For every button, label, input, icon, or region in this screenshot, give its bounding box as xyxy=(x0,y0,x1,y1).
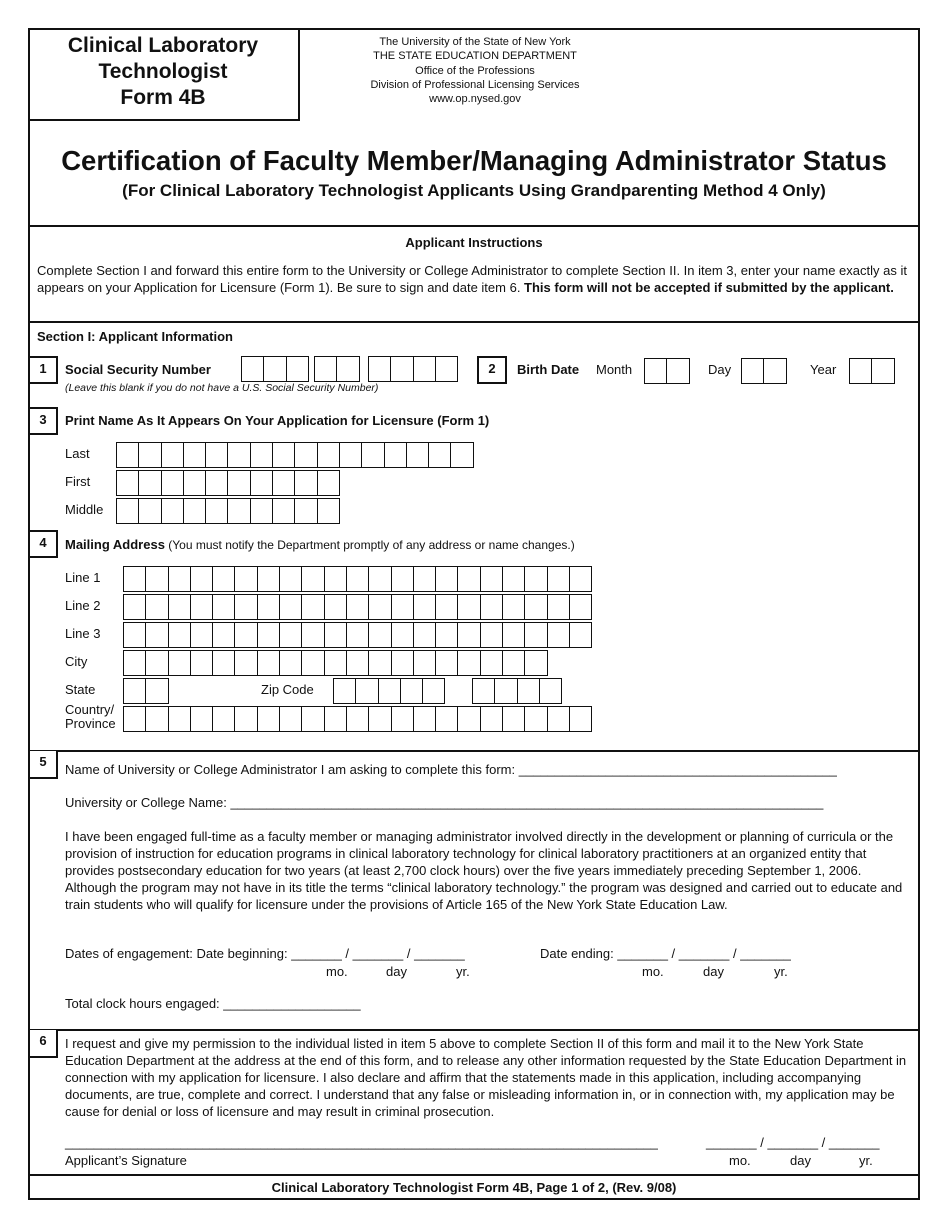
permission-statement: I request and give my permission to the individual listed in item 5 above to complete Section II of this form and mail it to the New York State Education Department at the address at the end of this form, and to release any other information requested by the State Education Department in connection with my application for licensure. I also declare and affirm that the statements made in this application, including accompanying documents, are true, complete and correct. I understand that any false or misleading information in, or in connection with, my application may be cause for denial or loss of licensure and may result in criminal prosecution. xyxy=(65,1036,907,1119)
item-number-6: 6 xyxy=(28,1030,58,1058)
date-beginning-field[interactable]: Dates of engagement: Date beginning: _______ / _______ / _______ xyxy=(65,946,465,961)
zip-label: Zip Code xyxy=(261,682,314,697)
agency-line1: The University of the State of New York xyxy=(379,36,571,48)
birth-year-label: Year xyxy=(810,362,837,377)
ssn-label: Social Security Number xyxy=(65,362,211,377)
country-label xyxy=(65,703,116,731)
instructions-body: Complete Section I and forward this entire form to the University or College Administrator to complete Section II. In item 3, enter your name exactly as it appears on your Application for Licensure (Form 1). Be sure to sign and date item 6. xyxy=(37,263,907,295)
divider-title xyxy=(28,225,920,227)
state-field[interactable] xyxy=(123,678,169,704)
page-subtitle: (For Clinical Laboratory Technologist Applicants Using Grandparenting Method 4 Only) xyxy=(122,181,826,200)
administrator-name-field[interactable]: Name of University or College Administrator I am asking to complete this form: ____________________________________________ xyxy=(65,762,837,777)
sig-yr-label: yr. xyxy=(859,1153,873,1168)
birth-day-field[interactable] xyxy=(741,358,787,384)
header-id-bottom xyxy=(28,119,300,121)
mailing-address-note: (You must notify the Department promptly of any address or name changes.) xyxy=(164,538,575,552)
birth-month-field[interactable] xyxy=(644,358,690,384)
section1-heading: Section I: Applicant Information xyxy=(37,329,233,344)
instructions-heading: Applicant Instructions xyxy=(405,235,543,250)
mailing-address-title: Mailing Address xyxy=(65,537,165,552)
end-mo-label: mo. xyxy=(642,964,664,979)
birth-month-label: Month xyxy=(596,362,633,377)
begin-yr-label: yr. xyxy=(456,964,470,979)
country-label-line2: Province xyxy=(65,716,116,731)
end-yr-label: yr. xyxy=(774,964,788,979)
form-id-line3: Form 4B xyxy=(120,86,206,109)
divider-item5 xyxy=(28,1029,920,1031)
item-number-2: 2 xyxy=(477,356,507,384)
ssn-part3[interactable] xyxy=(368,356,458,382)
first-name-field[interactable] xyxy=(116,470,340,496)
birth-date-label: Birth Date xyxy=(517,362,580,377)
last-name-label: Last xyxy=(65,446,90,461)
address-line1-field[interactable] xyxy=(123,566,592,592)
agency-url[interactable]: www.op.nysed.gov xyxy=(429,93,521,106)
address-line3-label: Line 3 xyxy=(65,626,101,641)
end-day-label: day xyxy=(703,964,724,979)
form-id-line1: Clinical Laboratory xyxy=(67,34,259,57)
clock-hours-field[interactable]: Total clock hours engaged: ___________________ xyxy=(65,996,361,1011)
birth-day-label: Day xyxy=(708,362,732,377)
item-number-3: 3 xyxy=(28,407,58,435)
address-line3-field[interactable] xyxy=(123,622,592,648)
divider-section1 xyxy=(28,750,920,752)
last-name-field[interactable] xyxy=(116,442,474,468)
page-footer: Clinical Laboratory Technologist Form 4B, Page 1 of 2, (Rev. 9/08) xyxy=(271,1180,677,1195)
address-line1-label: Line 1 xyxy=(65,570,101,585)
agency-line2: THE STATE EDUCATION DEPARTMENT xyxy=(373,50,577,63)
instructions-warning: This form will not be accepted if submitted by the applicant. xyxy=(524,280,894,295)
zip-plus4-field[interactable] xyxy=(472,678,562,704)
ssn-part2[interactable] xyxy=(314,356,360,382)
signature-line[interactable]: __________________________________________________________________________________ xyxy=(65,1135,658,1150)
attestation-statement: I have been engaged full-time as a faculty member or managing administrator involved directly in the development or planning of curricula or the provision of instruction for education programs in clinical laboratory technology for clinical laboratory practitioners at an organized entity that provides postsecondary education for two years (at least 2,700 clock hours) over the five years immediately preceding September 1, 2006. Although the program may not have in its title the terms “clinical laboratory technology.” the program was designed and carried out to educate and train students who will qualify for licensure under the provisions of Article 165 of the New York State Education Law. xyxy=(65,829,903,912)
birth-year-field[interactable] xyxy=(849,358,895,384)
signature-label: Applicant’s Signature xyxy=(65,1153,187,1168)
page-title: Certification of Faculty Member/Managing Administrator Status xyxy=(61,145,887,176)
item-number-5: 5 xyxy=(28,751,58,779)
agency-block xyxy=(300,35,650,106)
state-label: State xyxy=(65,682,96,697)
sig-day-label: day xyxy=(790,1153,811,1168)
date-ending-field[interactable]: Date ending: _______ / _______ / _______ xyxy=(540,946,791,961)
city-label: City xyxy=(65,654,88,669)
divider-instructions xyxy=(28,321,920,323)
agency-line4: Division of Professional Licensing Services xyxy=(370,78,580,91)
ssn-note: (Leave this blank if you do not have a U.S. Social Security Number) xyxy=(65,382,379,394)
middle-name-field[interactable] xyxy=(116,498,340,524)
agency-line3: Office of the Professions xyxy=(415,64,535,77)
signature-date-field[interactable]: _______ / _______ / _______ xyxy=(706,1135,880,1150)
item-number-4: 4 xyxy=(28,530,58,558)
country-label-line1: Country/ xyxy=(65,702,115,717)
middle-name-label: Middle xyxy=(65,502,104,517)
ssn-part1[interactable] xyxy=(241,356,309,382)
item-number-1: 1 xyxy=(28,356,58,384)
country-field[interactable] xyxy=(123,706,592,732)
college-name-field[interactable]: University or College Name: __________________________________________________________________________________ xyxy=(65,795,824,810)
name-label: Print Name As It Appears On Your Application for Licensure (Form 1) xyxy=(65,413,490,428)
divider-footer xyxy=(28,1174,920,1176)
address-line2-field[interactable] xyxy=(123,594,592,620)
begin-mo-label: mo. xyxy=(326,964,348,979)
city-field[interactable] xyxy=(123,650,548,676)
form-id-line2: Technologist xyxy=(98,60,228,83)
address-line2-label: Line 2 xyxy=(65,598,101,613)
zip-field[interactable] xyxy=(333,678,445,704)
form-id xyxy=(28,33,298,111)
instructions-text xyxy=(37,262,913,296)
mailing-address-label xyxy=(65,537,575,552)
begin-day-label: day xyxy=(386,964,407,979)
sig-mo-label: mo. xyxy=(729,1153,751,1168)
first-name-label: First xyxy=(65,474,91,489)
